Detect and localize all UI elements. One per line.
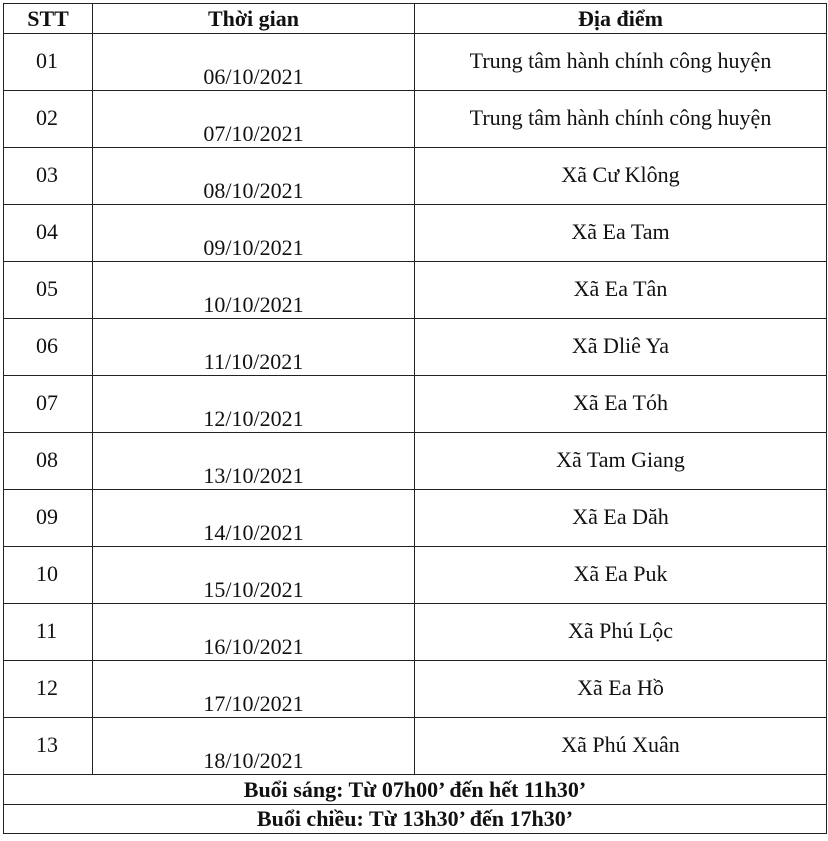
table-row	[4, 262, 827, 319]
row-date: 11/10/2021	[93, 319, 415, 376]
header-time: Thời gian	[93, 4, 415, 34]
row-place: Xã Phú Lộc	[415, 604, 827, 661]
row-date: 13/10/2021	[93, 433, 415, 490]
table-row	[4, 205, 827, 262]
footer-row-morning	[4, 775, 827, 805]
row-date: 08/10/2021	[93, 148, 415, 205]
table-row	[4, 34, 827, 91]
table-body	[4, 34, 827, 775]
row-stt: 10	[4, 547, 93, 604]
row-date: 07/10/2021	[93, 91, 415, 148]
row-place: Xã Dliê Ya	[415, 319, 827, 376]
row-place: Xã Ea Tam	[415, 205, 827, 262]
row-date: 09/10/2021	[93, 205, 415, 262]
row-stt: 05	[4, 262, 93, 319]
table-row	[4, 547, 827, 604]
row-date: 10/10/2021	[93, 262, 415, 319]
row-date: 14/10/2021	[93, 490, 415, 547]
row-stt: 07	[4, 376, 93, 433]
row-date: 17/10/2021	[93, 661, 415, 718]
table-row	[4, 604, 827, 661]
header-place: Địa điểm	[415, 4, 827, 34]
table-row	[4, 661, 827, 718]
table-row	[4, 148, 827, 205]
row-date: 15/10/2021	[93, 547, 415, 604]
table-row	[4, 376, 827, 433]
row-date: 18/10/2021	[93, 718, 415, 775]
row-place: Xã Phú Xuân	[415, 718, 827, 775]
row-stt: 12	[4, 661, 93, 718]
row-stt: 06	[4, 319, 93, 376]
row-place: Xã Tam Giang	[415, 433, 827, 490]
row-stt: 09	[4, 490, 93, 547]
row-stt: 13	[4, 718, 93, 775]
row-place: Xã Ea Hồ	[415, 661, 827, 718]
row-place: Xã Ea Dăh	[415, 490, 827, 547]
afternoon-hours: Buổi chiều: Từ 13h30’ đến 17h30’	[4, 805, 827, 834]
row-stt: 03	[4, 148, 93, 205]
table-row	[4, 490, 827, 547]
row-place: Trung tâm hành chính công huyện	[415, 91, 827, 148]
row-stt: 02	[4, 91, 93, 148]
row-place: Xã Ea Tân	[415, 262, 827, 319]
table-row	[4, 433, 827, 490]
table-row	[4, 718, 827, 775]
row-place: Trung tâm hành chính công huyện	[415, 34, 827, 91]
schedule-table	[3, 3, 827, 834]
row-date: 16/10/2021	[93, 604, 415, 661]
row-stt: 08	[4, 433, 93, 490]
table-row	[4, 319, 827, 376]
header-stt: STT	[4, 4, 93, 34]
morning-hours: Buổi sáng: Từ 07h00’ đến hết 11h30’	[4, 775, 827, 805]
row-stt: 04	[4, 205, 93, 262]
row-stt: 11	[4, 604, 93, 661]
row-place: Xã Ea Puk	[415, 547, 827, 604]
header-row	[4, 4, 827, 34]
row-place: Xã Cư Klông	[415, 148, 827, 205]
row-stt: 01	[4, 34, 93, 91]
row-date: 06/10/2021	[93, 34, 415, 91]
row-date: 12/10/2021	[93, 376, 415, 433]
row-place: Xã Ea Tóh	[415, 376, 827, 433]
table-row	[4, 91, 827, 148]
footer-row-afternoon	[4, 805, 827, 834]
